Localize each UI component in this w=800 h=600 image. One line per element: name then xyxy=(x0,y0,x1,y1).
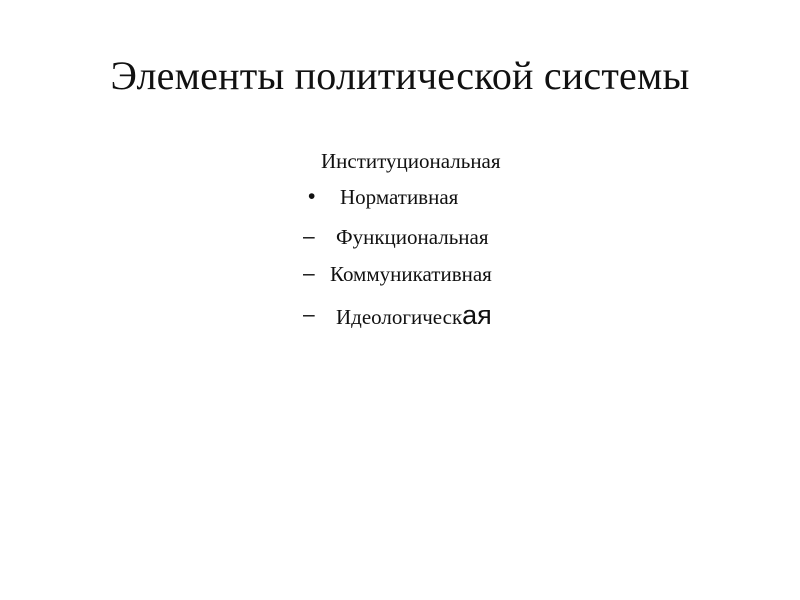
dash-icon: – xyxy=(303,262,315,285)
list-item-institutional xyxy=(321,148,501,174)
list-item-text: Коммуникативная xyxy=(330,262,492,286)
slide-title: Элементы политической системы xyxy=(110,53,690,98)
list-item-functional xyxy=(336,224,489,250)
dash-icon: – xyxy=(303,303,315,326)
dash-icon: – xyxy=(303,225,315,248)
list-item-normative xyxy=(340,184,458,210)
list-item-text-tail: ая xyxy=(462,300,492,330)
bullet-icon: • xyxy=(308,185,316,208)
list-item-communicative xyxy=(330,261,492,287)
list-item-text: Функциональная xyxy=(336,225,489,249)
list-item-text: Идеологическ xyxy=(336,305,463,329)
list-item-text: Нормативная xyxy=(340,185,459,209)
list-item-ideological xyxy=(336,302,492,330)
list-item-text: Институциональная xyxy=(321,149,501,173)
